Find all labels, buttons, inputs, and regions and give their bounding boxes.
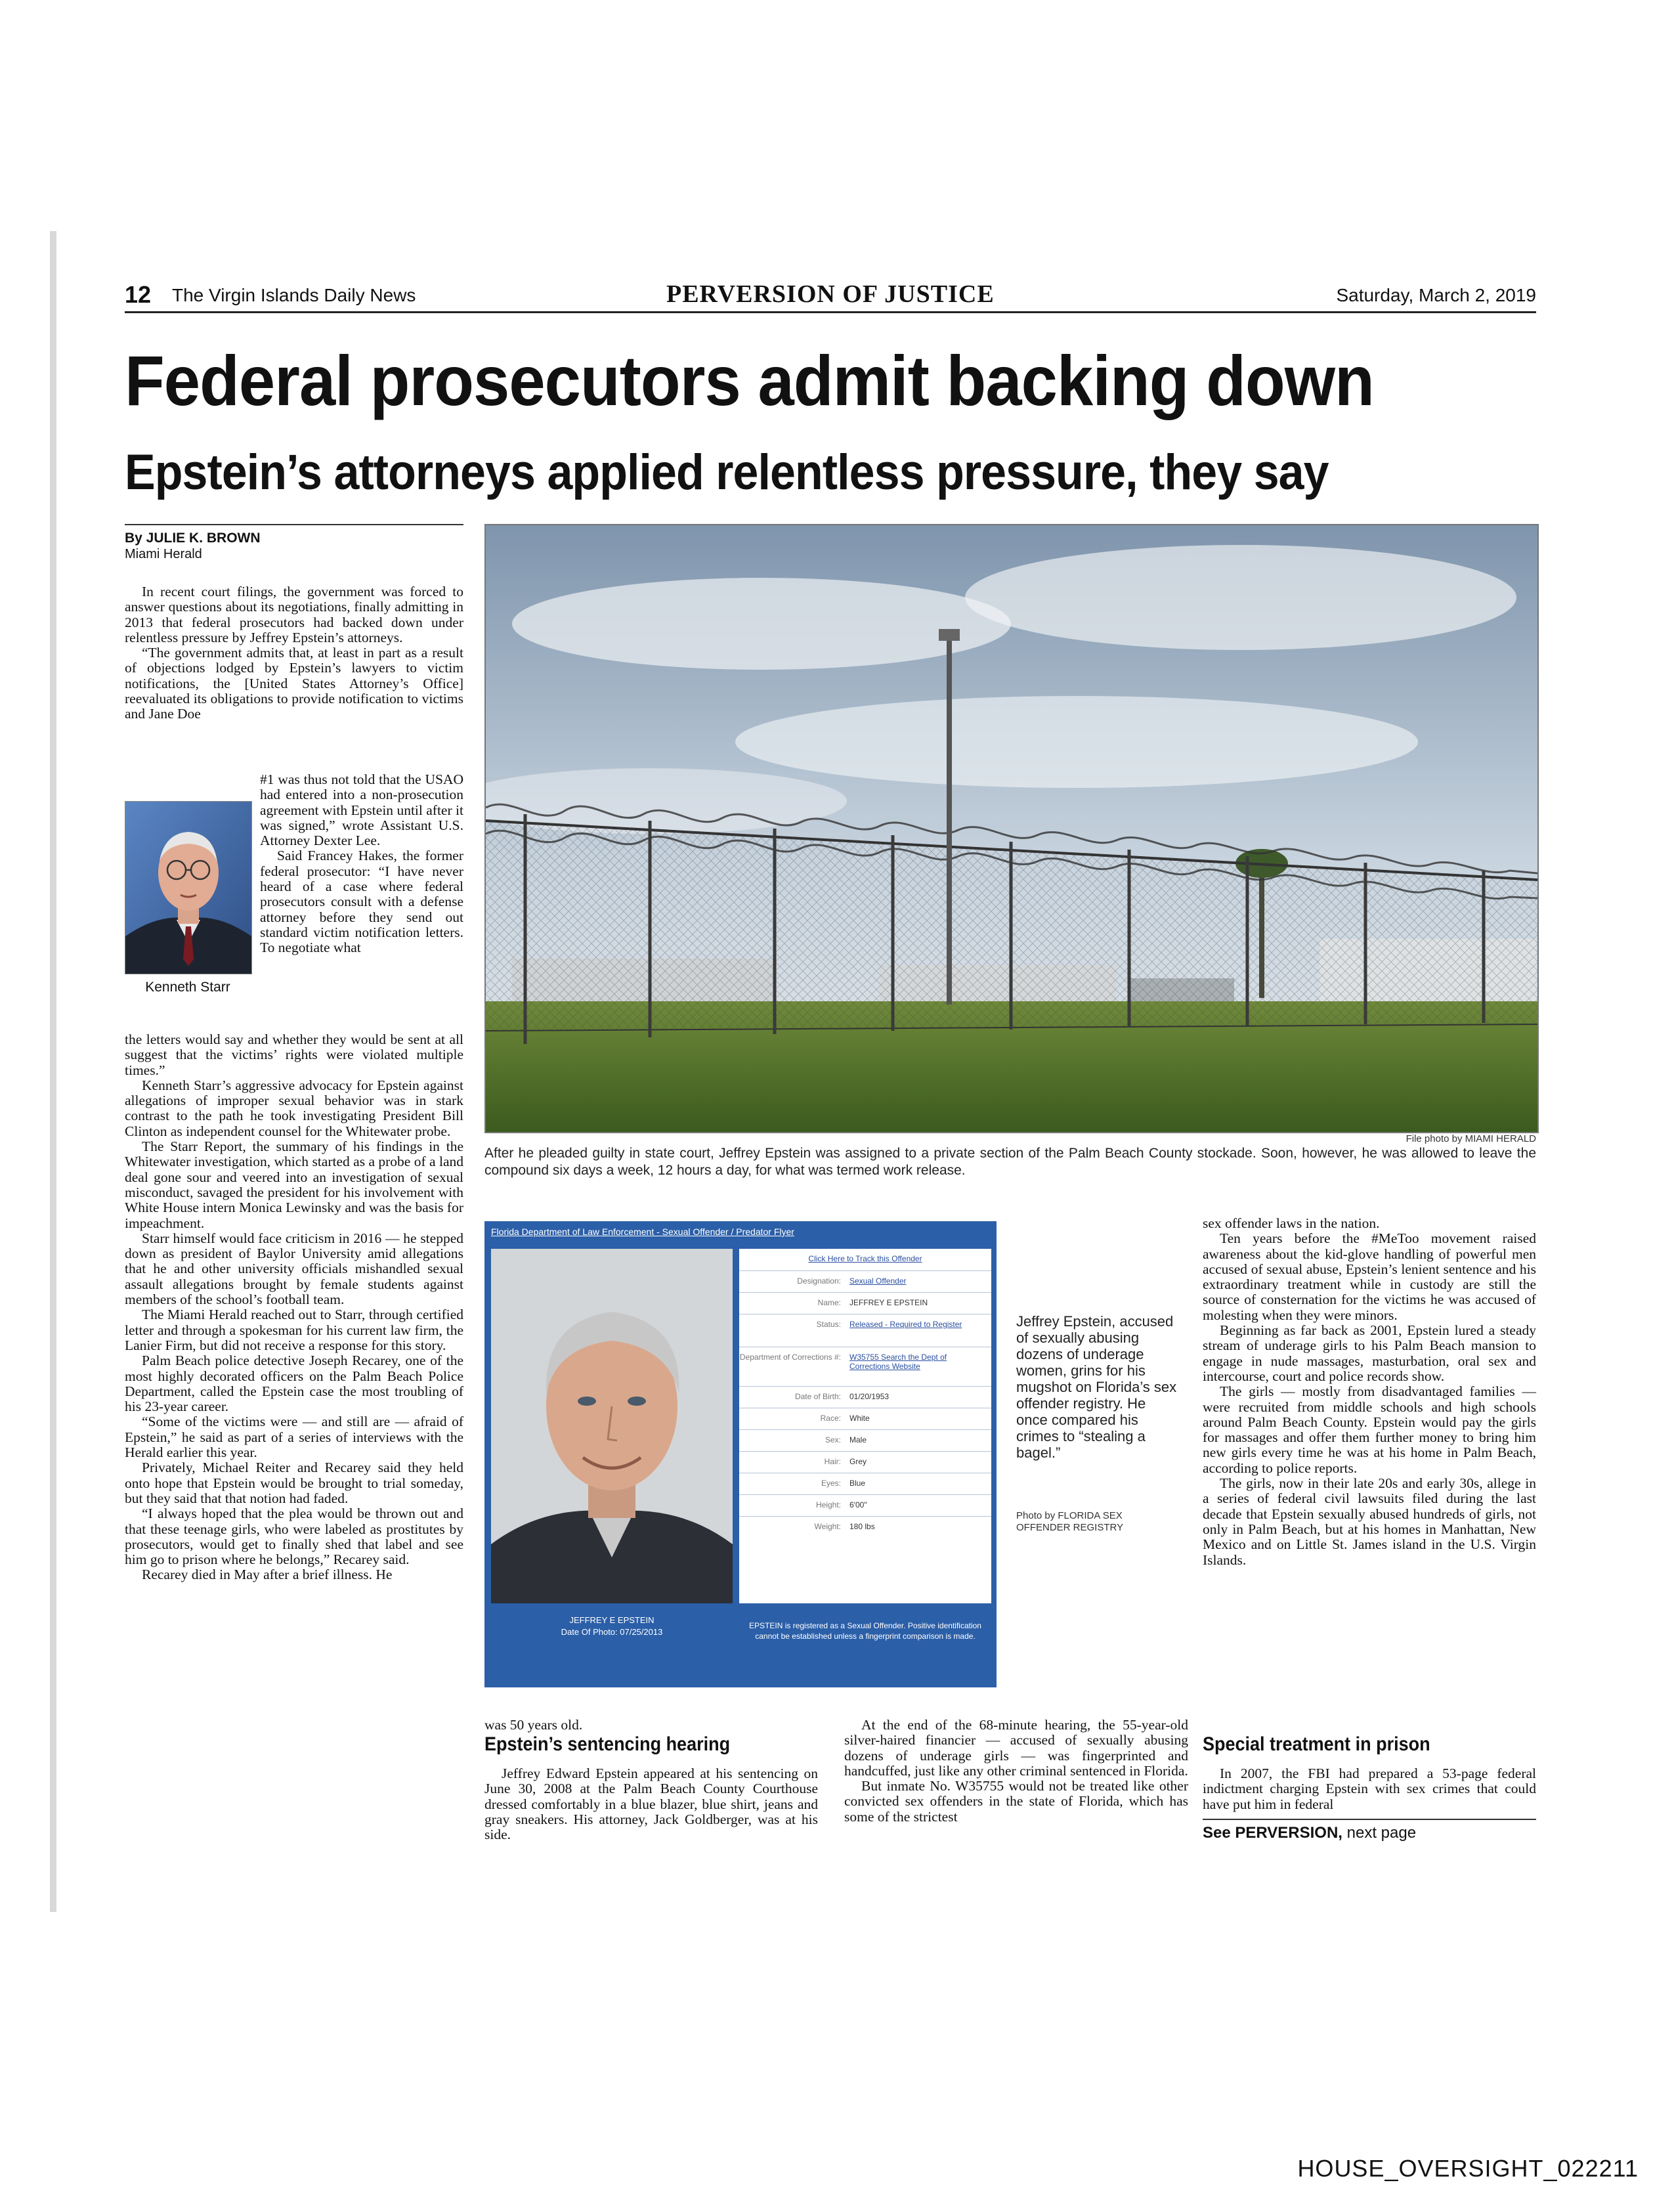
column-2 — [484, 1718, 793, 1733]
subhead-sentencing-hearing: Epstein’s sentencing hearing — [484, 1733, 731, 1755]
track-offender-link[interactable]: Click Here to Track this Offender — [808, 1254, 922, 1263]
paragraph: In 2007, the FBI had prepared a 53-page federal indictment charging Epstein with sex crimes that could have put him in federal — [1203, 1766, 1536, 1812]
paragraph: #1 was thus not told that the USAO had entered into a non-prosecution agreement with Epstein until after it was signed,” wrote Assistant U.S. Attorney Dexter Lee. — [260, 771, 463, 849]
row-value: Blue — [849, 1479, 866, 1488]
registry-details-table — [739, 1249, 991, 1603]
photo-caption: After he pleaded guilty in state court, Jeffrey Epstein was assigned to a private section of the Palm Beach County stockade. Soon, however, he was allowed to leave the compound six days a week, 12 hours a day, for what was termed work release. — [484, 1146, 1536, 1178]
row-key: Eyes: — [821, 1479, 841, 1488]
section-title: PERVERSION OF JUSTICE — [666, 280, 995, 308]
stockade-photo — [484, 524, 1539, 1133]
mugshot-caption: Jeffrey Epstein, accused of sexually abusing dozens of underage women, grins for his mugshot on Florida’s sex offender registry. He once compared his crimes to “stealing a bagel.” — [1016, 1313, 1177, 1461]
header-rule — [125, 311, 1536, 313]
column-4-end — [1203, 1766, 1536, 1812]
row-key: Date of Birth: — [794, 1392, 841, 1401]
registry-row — [739, 1386, 991, 1408]
byline — [125, 531, 463, 562]
registry-row — [739, 1516, 991, 1538]
column-2-body — [484, 1766, 818, 1842]
row-value: 180 lbs — [849, 1522, 875, 1531]
row-value[interactable]: W35755 Search the Dept of Corrections Website — [849, 1353, 947, 1371]
column-1-wrap — [260, 772, 463, 956]
paragraph: Palm Beach police detective Joseph Recarey, one of the most highly decorated officers on the Palm Beach Police Department, called the Epstein case the most troubling of his 23-year career. — [125, 1353, 463, 1415]
row-key: Height: — [815, 1500, 841, 1509]
jump-rest: next page — [1342, 1824, 1417, 1842]
row-value: White — [849, 1414, 870, 1423]
paragraph: Jeffrey Edward Epstein appeared at his sentencing on June 30, 2008 at the Palm Beach County Courthouse dressed comfortably in a blue blazer, blue shirt, jeans and gray sneakers. His attorney, Jack Goldberger, was at his side. — [484, 1766, 818, 1843]
registry-row — [739, 1473, 991, 1495]
row-value: 6'00" — [849, 1500, 867, 1509]
registry-title: Florida Department of Law Enforcement - Sexual Offender / Predator Flyer — [491, 1226, 794, 1237]
paragraph: the letters would say and whether they would be sent at all suggest that the victims’ rights were violated multiple times.” — [125, 1031, 463, 1078]
paragraph: Kenneth Starr’s aggressive advocacy for Epstein against allegations of improper sexual behavior was in stark contrast to the path he took investigating President Bill Clinton as independent counsel for the Whitewater probe. — [125, 1077, 463, 1139]
paragraph: The girls — mostly from disadvantaged families — were recruited from middle schools and high schools around Palm Beach County. Epstein would pay the girls for massages and offer them further money to bring him new girls every time he was at his home in Palm Beach, according to police reports. — [1203, 1383, 1536, 1476]
continued-jump-line[interactable] — [1203, 1824, 1416, 1842]
mugshot-label-panel — [491, 1603, 733, 1682]
paragraph: “The government admits that, at least in part as a result of objections lodged by Epstein’s lawyers to victim notifications, the [United States Attorney’s Office] reevaluated its obligations to provide notification to victims and Jane Doe — [125, 645, 463, 722]
row-key: Hair: — [824, 1457, 841, 1466]
column-3 — [844, 1718, 1188, 1825]
mugshot-credit: Photo by FLORIDA SEX OFFENDER REGISTRY — [1016, 1510, 1124, 1533]
paragraph: Privately, Michael Reiter and Recarey said they held onto hope that Epstein would be brought to trial someday, but they said that that notion had faded. — [125, 1460, 463, 1506]
row-value: 01/20/1953 — [849, 1392, 890, 1401]
mugshot-image — [491, 1249, 733, 1603]
issue-date: Saturday, March 2, 2019 — [1336, 285, 1536, 305]
epstein-mugshot — [491, 1249, 733, 1603]
row-key: Designation: — [797, 1276, 841, 1286]
byline-author: By JULIE K. BROWN — [125, 531, 261, 546]
registry-row — [739, 1292, 991, 1314]
mugshot-name: JEFFREY E EPSTEIN — [569, 1615, 655, 1625]
row-value: JEFFREY E EPSTEIN — [849, 1298, 928, 1307]
byline-rule — [125, 524, 463, 525]
subheadline: Epstein’s attorneys applied relentless pressure, they say — [125, 445, 1329, 500]
registry-row — [739, 1451, 991, 1473]
paragraph: was 50 years old. — [484, 1717, 583, 1733]
paragraph: Said Francey Hakes, the former federal prosecutor: “I have never heard of a case where federal prosecutors consult with a defense attorney before they send out standard victim notification letters. To negotiate what — [260, 848, 463, 956]
paragraph: In recent court filings, the government was forced to answer questions about its negotiations, finally admitting in 2013 that federal prosecutors had backed down under relentless pressure by Jeffrey Epstein’s attorneys. — [125, 584, 463, 645]
byline-outlet: Miami Herald — [125, 547, 202, 561]
kenneth-starr-photo — [125, 801, 252, 974]
registry-row — [739, 1314, 991, 1347]
registry-notice: EPSTEIN is registered as a Sexual Offender. Positive identification cannot be established unless a fingerprint comparison is made. — [749, 1621, 981, 1641]
row-value: Male — [849, 1435, 867, 1444]
paragraph: At the end of the 68-minute hearing, the 55-year-old silver-haired financier — accused of sexually abusing dozens of underage girls — was fingerprinted and handcuffed, just like any other criminal sentenced in Florida. — [844, 1717, 1188, 1779]
paper-name: The Virgin Islands Daily News — [172, 285, 416, 305]
paragraph: The Miami Herald reached out to Starr, through certified letter and through a spokesman for his current law firm, the Lanier Firm, but did not receive a response for this story. — [125, 1307, 463, 1353]
paragraph: The Starr Report, the summary of his findings in the Whitewater investigation, which started as a probe of a land deal gone sour and veered into an investigation of sexual misconduct, savaged the president for his involvement with White House intern Monica Lewinsky and was the basis for impeachment. — [125, 1139, 463, 1231]
paragraph: “Some of the victims were — and still are — afraid of Epstein,” he said as part of a series of interviews with the Herald earlier this year. — [125, 1414, 463, 1461]
page-number: 12 — [125, 281, 152, 308]
paragraph: But inmate No. W35755 would not be treated like other convicted sex offenders in the state of Florida, which has some of the strictest — [844, 1778, 1188, 1825]
registry-row — [739, 1408, 991, 1430]
column-1-top — [125, 584, 463, 722]
paragraph: “I always hoped that the plea would be thrown out and that these teenage girls, who were labeled as prostitutes by prosecutors, would get to finally shed that label and see him go to prison where he belongs,” Recarey said. — [125, 1506, 463, 1568]
registry-row — [739, 1494, 991, 1517]
paragraph: The girls, now in their late 20s and early 30s, allege in a series of federal civil lawsuits filed during the last decade that Epstein sexually abused hundreds of girls, not only in Palm Beach, but at his homes in Manhattan, New Mexico and on Little St. James island in the U.S. Virgin Islands. — [1203, 1475, 1536, 1568]
sex-offender-registry-flyer — [484, 1221, 997, 1687]
row-key: Department of Corrections #: — [739, 1353, 841, 1362]
prison-fence-image — [486, 525, 1537, 1132]
row-key: Name: — [817, 1298, 841, 1307]
row-key: Race: — [820, 1414, 841, 1423]
row-key: Status: — [816, 1320, 841, 1329]
photo-credit: File photo by MIAMI HERALD — [1406, 1133, 1536, 1144]
subhead-special-treatment: Special treatment in prison — [1203, 1733, 1430, 1755]
row-value: Grey — [849, 1457, 867, 1466]
starr-photo-caption: Kenneth Starr — [145, 980, 230, 995]
scan-margin-bar — [50, 231, 56, 1912]
column-1-bottom — [125, 1032, 463, 1583]
portrait-image — [125, 802, 251, 974]
registry-row — [739, 1429, 991, 1452]
mugshot-date: Date Of Photo: 07/25/2013 — [561, 1627, 663, 1637]
row-value[interactable]: Sexual Offender — [849, 1276, 907, 1286]
registry-row — [739, 1270, 991, 1293]
headline: Federal prosecutors admit backing down — [125, 341, 1374, 420]
jump-keyword: See PERVERSION, — [1203, 1824, 1342, 1842]
paragraph: Ten years before the #MeToo movement raised awareness about the kid-glove handling of powerful men accused of sexual abuse, Epstein’s lenient sentence and his extraordinary treatment while in custody are still the source of consternation for the victims he was accused of molesting when they were minors. — [1203, 1230, 1536, 1323]
paragraph: Recarey died in May after a brief illness. He — [142, 1567, 393, 1583]
paragraph: Starr himself would face criticism in 2016 — he stepped down as president of Baylor University amid allegations that he and other university officials mishandled sexual assault allegations brought by female students against members of the school’s football team. — [125, 1230, 463, 1308]
document-id: HOUSE_OVERSIGHT_022211 — [1297, 2155, 1639, 2182]
jump-rule — [1203, 1819, 1536, 1820]
registry-row — [739, 1347, 991, 1387]
column-4 — [1203, 1216, 1536, 1568]
paragraph: sex offender laws in the nation. — [1203, 1215, 1380, 1231]
paragraph: Beginning as far back as 2001, Epstein lured a steady stream of underage girls to his Palm Beach mansion to engage in nude massages, masturbation, oral sex and intercourse, court and police records show. — [1203, 1322, 1536, 1384]
row-value[interactable]: Released - Required to Register — [849, 1320, 962, 1329]
row-key: Sex: — [825, 1435, 841, 1444]
row-key: Weight: — [814, 1522, 841, 1531]
